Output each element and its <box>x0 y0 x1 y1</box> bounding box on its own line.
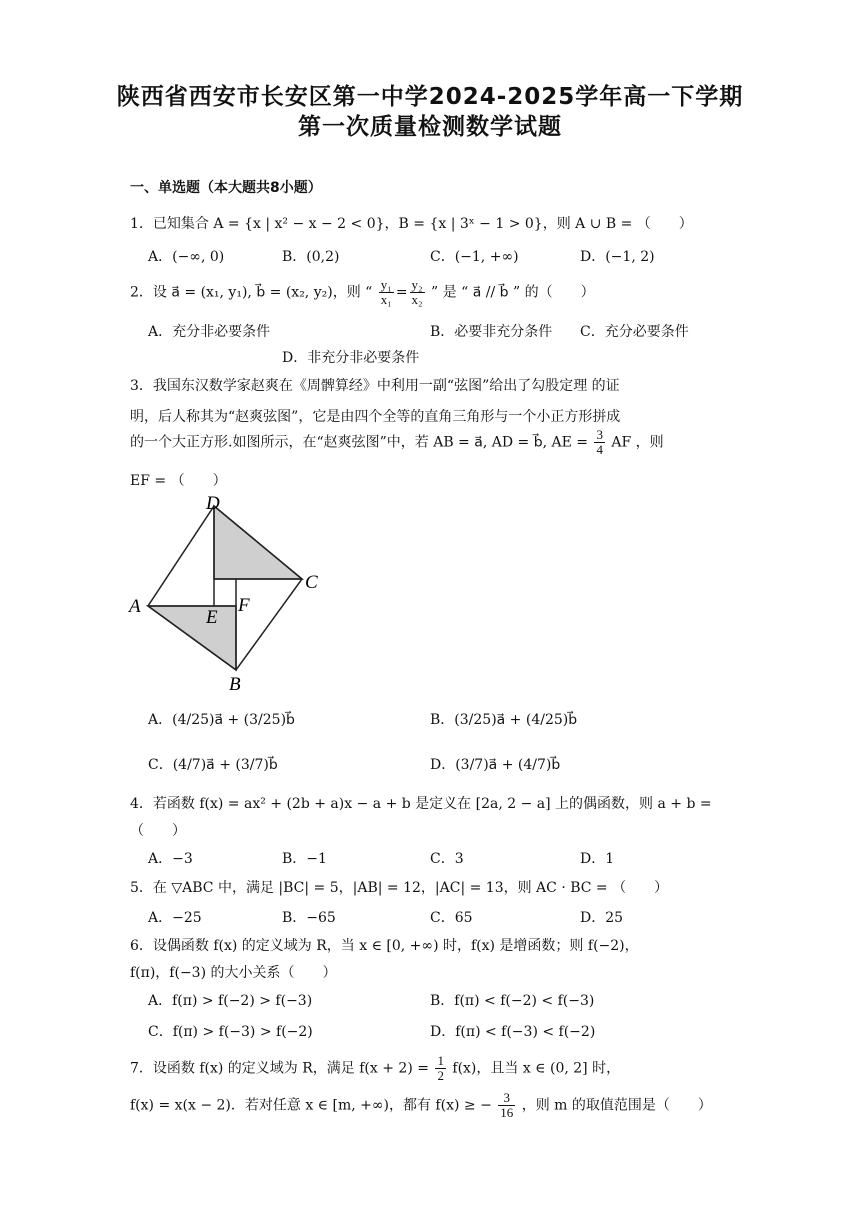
q4-option-c[interactable]: C．3 <box>430 851 464 867</box>
question-3-line-2: 明，后人称其为“赵爽弦图”，它是由四个全等的直角三角形与一个小正方形拼成 <box>130 409 621 425</box>
q3-line3-start: 的一个大正方形.如图所示，在“赵爽弦图”中，若 AB = a⃗, AD = b⃗, AE = <box>130 434 588 451</box>
q2-stem-start: 2．设 a⃗ = (x₁, y₁), b⃗ = (x₂, y₂)，则 “ <box>130 284 373 301</box>
q1-option-c[interactable]: C．(−1, +∞) <box>430 249 519 265</box>
q2-option-c[interactable]: C．充分必要条件 <box>580 324 689 340</box>
q7-line1-end: f(x)，且当 x ∈ (0, 2] 时， <box>452 1060 621 1077</box>
q5-option-b[interactable]: B．−65 <box>282 910 336 926</box>
q2-option-b[interactable]: B．必要非充分条件 <box>430 324 553 340</box>
question-3-line-4: EF = （ ） <box>130 473 227 489</box>
label-a: A <box>129 596 141 617</box>
q2-fraction-y2-x2 <box>410 278 425 307</box>
q2-fraction-y1-x1 <box>379 278 394 307</box>
q2-stem-end: ” 是 “ a⃗ // b⃗ ” 的（ ） <box>431 284 595 301</box>
question-2-stem: 2．设 a⃗ = (x₁, y₁), b⃗ = (x₂, y₂)，则 “ $\frac{\text{y₁}}{\text{x₁}}$ = $\frac{\text{y₂}}{\text{x₂}}$ ” 是 “ a⃗ // b⃗ ” 的（ ） <box>130 277 595 307</box>
label-d: D <box>206 493 220 514</box>
q5-option-d[interactable]: D．25 <box>580 910 624 926</box>
q7-frac1-den: 2 <box>437 1068 444 1083</box>
q3-option-b[interactable]: B．(3/25)a⃗ + (4/25)b⃗ <box>430 712 578 728</box>
question-4-line-2: （ ） <box>130 823 186 839</box>
q3-fraction <box>594 428 605 457</box>
q7-fraction-half <box>435 1054 446 1083</box>
q4-option-a[interactable]: A．−3 <box>148 851 193 867</box>
q7-line2-end: ，则 m 的取值范围是（ ） <box>521 1097 712 1114</box>
q7-fraction-3-16 <box>498 1091 515 1120</box>
q2-frac2-den: x₂ <box>411 292 423 307</box>
label-b: B <box>229 674 241 692</box>
title-line-1: 陕西省西安市长安区第一中学2024-2025学年高一下学期 <box>116 84 744 110</box>
q7-frac2-den: 16 <box>500 1105 514 1120</box>
section-heading: 一、单选题（本大题共8小题） <box>130 180 322 196</box>
label-c: C <box>305 572 318 593</box>
q6-option-d[interactable]: D．f(π) < f(−3) < f(−2) <box>430 1024 596 1040</box>
q6-option-a[interactable]: A．f(π) > f(−2) > f(−3) <box>148 993 313 1009</box>
q4-option-b[interactable]: B．−1 <box>282 851 327 867</box>
question-3-line-1: 3．我国东汉数学家赵爽在《周髀算经》中利用一副“弦图”给出了勾股定理 的证 <box>130 378 620 394</box>
q2-frac1-num: y₁ <box>380 277 392 292</box>
question-4-line-1: 4．若函数 f(x) = ax² + (2b + a)x − a + b 是定义在 [2a, 2 − a] 上的偶函数，则 a + b = <box>130 796 712 812</box>
question-6-line-1: 6．设偶函数 f(x) 的定义域为 R，当 x ∈ [0, +∞) 时，f(x) 是增函数；则 f(−2)， <box>130 938 639 954</box>
question-1-stem: 1．已知集合 A = {x | x² − x − 2 < 0}，B = {x | 3ˣ − 1 > 0}，则 A ∪ B = （ ） <box>130 216 693 232</box>
zhao-shuang-figure <box>125 492 325 692</box>
q1-option-a[interactable]: A．(−∞, 0) <box>148 249 225 265</box>
q7-line1-start: 7．设函数 f(x) 的定义域为 R，满足 f(x + 2) = <box>130 1060 429 1077</box>
q6-option-c[interactable]: C．f(π) > f(−3) > f(−2) <box>148 1024 313 1040</box>
q7-frac1-num: 1 <box>437 1053 444 1068</box>
q6-option-b[interactable]: B．f(π) < f(−2) < f(−3) <box>430 993 595 1009</box>
q3-option-c[interactable]: C．(4/7)a⃗ + (3/7)b⃗ <box>148 757 278 773</box>
q2-option-d[interactable]: D．非充分非必要条件 <box>282 350 420 366</box>
q2-option-a[interactable]: A．充分非必要条件 <box>148 324 271 340</box>
question-6-line-2: f(π)，f(−3) 的大小关系（ ） <box>130 965 337 981</box>
label-f: F <box>238 595 250 616</box>
q7-line2-start: f(x) = x(x − 2)．若对任意 x ∈ [m, +∞)，都有 f(x) ≥ − <box>130 1097 492 1114</box>
q3-frac-den: 4 <box>596 442 603 457</box>
title-line-2: 第一次质量检测数学试题 <box>298 114 562 140</box>
question-7-line-1 <box>130 1054 620 1083</box>
q1-option-b[interactable]: B．(0,2) <box>282 249 340 265</box>
q7-frac2-num: 3 <box>498 1091 515 1106</box>
q3-frac-num: 3 <box>596 427 603 442</box>
q4-option-d[interactable]: D．1 <box>580 851 615 867</box>
q3-line3-end: AF ，则 <box>611 434 664 451</box>
q2-frac1-den: x₁ <box>380 292 392 307</box>
q1-option-d[interactable]: D．(−1, 2) <box>580 249 655 265</box>
q5-option-a[interactable]: A．−25 <box>148 910 202 926</box>
question-5-stem: 5．在 ▽ABC 中，满足 |BC| = 5，|AB| = 12，|AC| = 13，则 AC · BC = （ ） <box>130 880 669 896</box>
q3-option-a[interactable]: A．(4/25)a⃗ + (3/25)b⃗ <box>148 712 295 728</box>
label-e: E <box>206 607 218 628</box>
q5-option-c[interactable]: C．65 <box>430 910 473 926</box>
q2-frac2-num: y₂ <box>411 277 423 292</box>
q3-option-d[interactable]: D．(3/7)a⃗ + (4/7)b⃗ <box>430 757 561 773</box>
question-3-line-3 <box>130 428 664 457</box>
question-7-line-2 <box>130 1091 712 1120</box>
